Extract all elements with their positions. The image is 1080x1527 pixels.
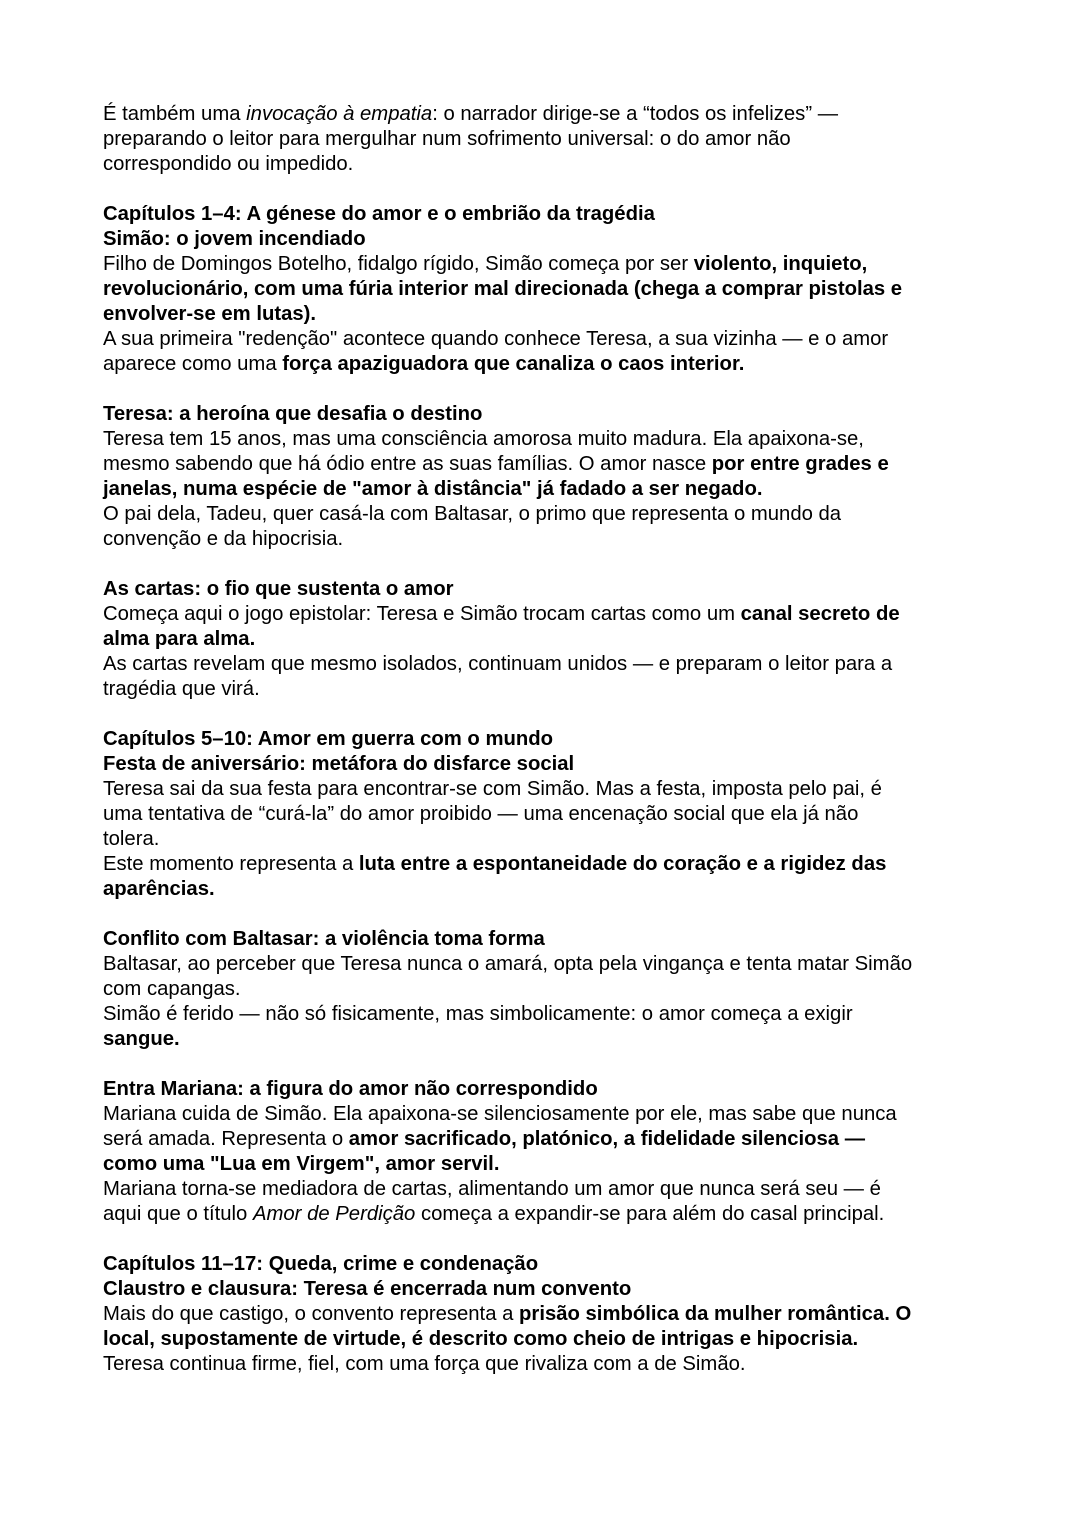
paragraph-gap <box>103 552 983 577</box>
bold-run: violento, inquieto, <box>693 253 868 275</box>
subsection-title: Teresa: a heroína que desafia o destino <box>103 403 483 425</box>
text-line: aparências. <box>103 878 215 900</box>
subsection-title: Entra Mariana: a figura do amor não correspondido <box>103 1078 598 1100</box>
bold-run: luta entre a espontaneidade do coração e a rigidez das <box>358 853 887 875</box>
text-line: Mariana cuida de Simão. Ela apaixona-se silenciosamente por ele, mas sabe que nunca <box>103 1103 897 1125</box>
subsection-cartas <box>103 577 983 702</box>
text-line: Simão é ferido — não só fisicamente, mas simbolicamente: o amor começa a exigir <box>103 1003 853 1025</box>
text-line: Teresa sai da sua festa para encontrar-se com Simão. Mas a festa, imposta pelo pai, é <box>103 778 882 800</box>
bold-run: amor sacrificado, platónico, a fidelidade silenciosa — <box>348 1128 865 1150</box>
text-run: Este momento representa a <box>103 853 359 875</box>
text-line: alma para alma. <box>103 628 256 650</box>
text-run: Mais do que castigo, o convento representa a <box>103 1303 520 1325</box>
intro-emphasis: invocação à empatia <box>246 103 433 125</box>
text-run: será amada. Representa o <box>103 1128 349 1150</box>
section-heading: Capítulos 11–17: Queda, crime e condenação <box>103 1253 539 1275</box>
text-line: envolver-se em lutas). <box>103 303 317 325</box>
text-line <box>103 1127 983 1152</box>
subsection-title: Simão: o jovem incendiado <box>103 228 366 250</box>
section-2 <box>103 727 983 902</box>
bold-run: por entre grades e <box>711 453 889 475</box>
text-line <box>103 852 983 877</box>
intro-line-2: preparando o leitor para mergulhar num sofrimento universal: o do amor não <box>103 128 791 150</box>
section-heading: Capítulos 1–4: A génese do amor e o embrião da tragédia <box>103 203 655 225</box>
text-line: A sua primeira "redenção" acontece quando conhece Teresa, a sua vizinha — e o amor <box>103 328 889 350</box>
subsection-title: Claustro e clausura: Teresa é encerrada num convento <box>103 1278 632 1300</box>
text-line <box>103 602 983 627</box>
bold-run: prisão simbólica da mulher romântica. O <box>519 1303 912 1325</box>
text-line <box>103 1302 983 1327</box>
paragraph-gap <box>103 1227 983 1252</box>
text-line: como uma "Lua em Virgem", amor servil. <box>103 1153 500 1175</box>
paragraph-gap <box>103 902 983 927</box>
text-run: começa a expandir-se para além do casal principal. <box>415 1203 885 1225</box>
intro-line-3: correspondido ou impedido. <box>103 153 354 175</box>
paragraph-gap <box>103 702 983 727</box>
section-3 <box>103 1252 983 1377</box>
text-line <box>103 252 983 277</box>
subsection-title: Festa de aniversário: metáfora do disfarce social <box>103 753 575 775</box>
italic-run: Amor de Perdição <box>252 1203 416 1225</box>
text-line: uma tentativa de “curá-la” do amor proibido — uma encenação social que ela já não <box>103 803 859 825</box>
subsection-baltasar <box>103 927 983 1052</box>
text-line: tolera. <box>103 828 160 850</box>
text-line: Teresa tem 15 anos, mas uma consciência amorosa muito madura. Ela apaixona-se, <box>103 428 864 450</box>
text-run: Começa aqui o jogo epistolar: Teresa e Simão trocam cartas como um <box>103 603 741 625</box>
intro-text: : o narrador dirige-se a “todos os infelizes” — <box>432 103 838 125</box>
subsection-title: As cartas: o fio que sustenta o amor <box>103 578 454 600</box>
text-line: As cartas revelam que mesmo isolados, continuam unidos — e preparam o leitor para a <box>103 653 893 675</box>
text-run: Filho de Domingos Botelho, fidalgo rígido, Simão começa por ser <box>103 253 694 275</box>
subsection-title: Conflito com Baltasar: a violência toma forma <box>103 928 545 950</box>
document-body <box>103 102 983 1377</box>
paragraph-gap <box>103 377 983 402</box>
section-heading: Capítulos 5–10: Amor em guerra com o mundo <box>103 728 554 750</box>
text-run: aqui que o título <box>103 1203 253 1225</box>
subsection-teresa <box>103 402 983 552</box>
text-line: convenção e da hipocrisia. <box>103 528 344 550</box>
text-line: Baltasar, ao perceber que Teresa nunca o amará, opta pela vingança e tenta matar Simão <box>103 953 913 975</box>
text-line <box>103 352 983 377</box>
paragraph-gap <box>103 1052 983 1077</box>
text-line: com capangas. <box>103 978 241 1000</box>
paragraph-gap <box>103 177 983 202</box>
text-line: local, supostamente de virtude, é descrito como cheio de intrigas e hipocrisia. <box>103 1328 859 1350</box>
section-1 <box>103 202 983 377</box>
intro-paragraph <box>103 102 983 177</box>
intro-text: É também uma <box>103 103 247 125</box>
text-run: aparece como uma <box>103 353 283 375</box>
text-line: Mariana torna-se mediadora de cartas, alimentando um amor que nunca será seu — é <box>103 1178 881 1200</box>
bold-run: força apaziguadora que canaliza o caos interior. <box>282 353 745 375</box>
subsection-mariana <box>103 1077 983 1227</box>
text-line: janelas, numa espécie de "amor à distância" já fadado a ser negado. <box>103 478 763 500</box>
bold-run: canal secreto de <box>740 603 900 625</box>
text-line <box>103 1202 983 1227</box>
text-run: mesmo sabendo que há ódio entre as suas famílias. O amor nasce <box>103 453 712 475</box>
intro-line-1 <box>103 102 983 127</box>
text-line <box>103 452 983 477</box>
text-line: Teresa continua firme, fiel, com uma força que rivaliza com a de Simão. <box>103 1353 746 1375</box>
text-line: revolucionário, com uma fúria interior mal direcionada (chega a comprar pistolas e <box>103 278 903 300</box>
text-line: sangue. <box>103 1028 180 1050</box>
text-line: O pai dela, Tadeu, quer casá-la com Baltasar, o primo que representa o mundo da <box>103 503 842 525</box>
text-line: tragédia que virá. <box>103 678 260 700</box>
